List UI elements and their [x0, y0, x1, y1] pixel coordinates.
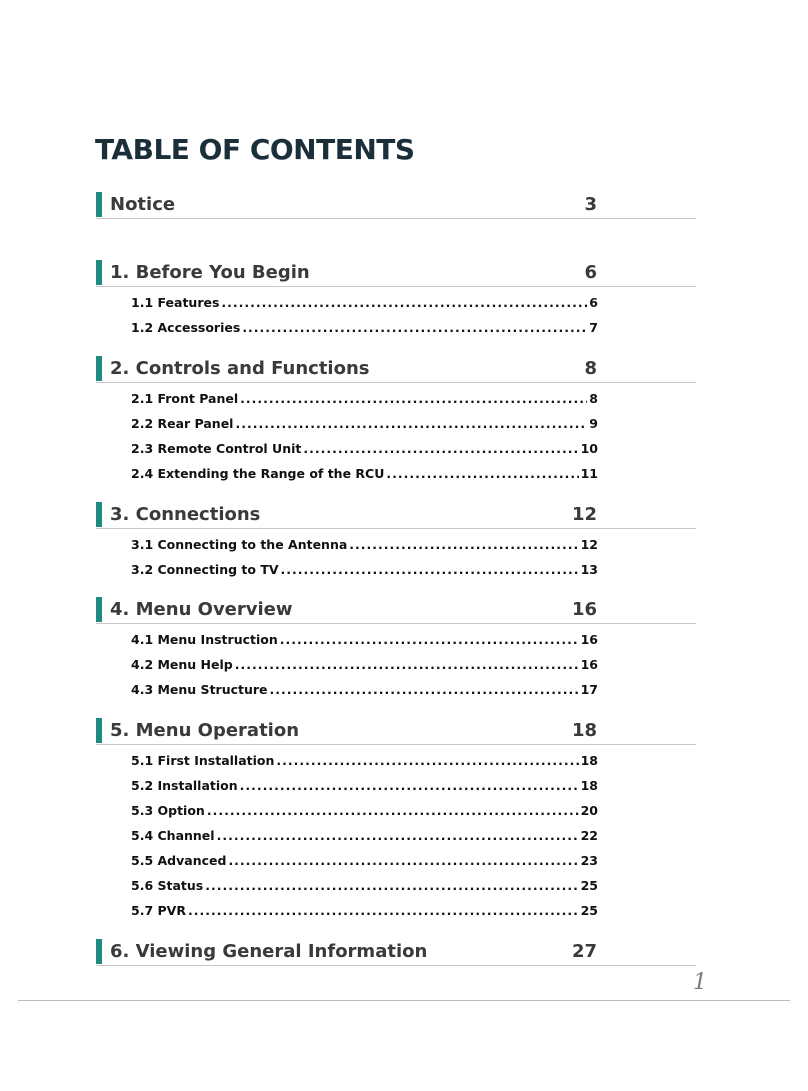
toc-entry[interactable] — [131, 295, 598, 320]
toc-section-menu-overview[interactable] — [96, 597, 696, 707]
dot-leader — [349, 537, 578, 552]
entry-label[interactable]: 2.4 Extending the Range of the RCU — [131, 466, 385, 481]
section-page: 8 — [584, 358, 597, 379]
toc-entry[interactable] — [131, 632, 598, 657]
dot-leader — [276, 753, 578, 768]
dot-leader — [240, 778, 579, 793]
entry-label[interactable]: 5.4 Channel — [131, 828, 215, 843]
toc-entry[interactable] — [131, 778, 598, 803]
entry-page: 6 — [589, 295, 598, 310]
entry-page: 7 — [589, 320, 598, 335]
section-page: 18 — [571, 720, 597, 741]
entry-label[interactable]: 3.2 Connecting to TV — [131, 562, 279, 577]
entry-label[interactable]: 2.3 Remote Control Unit — [131, 441, 302, 456]
toc-section-menu-operation[interactable] — [96, 718, 696, 928]
entry-page: 20 — [580, 803, 598, 818]
entry-page: 16 — [580, 657, 598, 672]
dot-leader — [188, 903, 579, 918]
toc-entry[interactable] — [131, 903, 598, 928]
entry-label[interactable]: 5.7 PVR — [131, 903, 186, 918]
section-title[interactable]: 4. Menu Overview — [110, 599, 293, 620]
entry-label[interactable]: 5.3 Option — [131, 803, 205, 818]
toc-section-controls-and-functions[interactable] — [96, 356, 696, 491]
entry-label[interactable]: 2.2 Rear Panel — [131, 416, 234, 431]
dot-leader — [221, 295, 587, 310]
entry-page: 10 — [580, 441, 598, 456]
section-page: 12 — [571, 504, 597, 525]
toc-entry[interactable] — [131, 657, 598, 682]
toc-entry[interactable] — [131, 853, 598, 878]
section-page: 16 — [571, 599, 597, 620]
section-accent-bar — [96, 356, 102, 381]
entry-page: 18 — [580, 778, 598, 793]
section-accent-bar — [96, 939, 102, 964]
entry-label[interactable]: 4.2 Menu Help — [131, 657, 233, 672]
dot-leader — [240, 391, 587, 406]
section-title[interactable]: 5. Menu Operation — [110, 720, 300, 741]
section-page: 27 — [571, 941, 597, 962]
toc-entry[interactable] — [131, 441, 598, 466]
entry-label[interactable]: 2.1 Front Panel — [131, 391, 239, 406]
section-title[interactable]: Notice — [110, 194, 176, 215]
toc-section-notice[interactable] — [96, 192, 696, 219]
toc-entry[interactable] — [131, 828, 598, 853]
entry-page: 12 — [580, 537, 598, 552]
entry-page: 23 — [580, 853, 598, 868]
entry-label[interactable]: 5.5 Advanced — [131, 853, 227, 868]
toc-entry[interactable] — [131, 416, 598, 441]
section-accent-bar — [96, 718, 102, 743]
dot-leader — [281, 562, 579, 577]
entry-page: 9 — [589, 416, 598, 431]
toc-section-viewing-general-information[interactable] — [96, 939, 696, 966]
entry-label[interactable]: 5.2 Installation — [131, 778, 238, 793]
entry-label[interactable]: 1.2 Accessories — [131, 320, 241, 335]
dot-leader — [207, 803, 579, 818]
section-page: 6 — [584, 262, 597, 283]
toc-entry[interactable] — [131, 878, 598, 903]
section-page: 3 — [584, 194, 597, 215]
toc-entry[interactable] — [131, 391, 598, 416]
footer-divider — [18, 1000, 790, 1001]
toc-entry[interactable] — [131, 803, 598, 828]
page-number: 1 — [693, 970, 707, 995]
entry-page: 18 — [580, 753, 598, 768]
section-accent-bar — [96, 502, 102, 527]
entry-label[interactable]: 5.6 Status — [131, 878, 204, 893]
section-accent-bar — [96, 192, 102, 217]
entry-label[interactable]: 4.1 Menu Instruction — [131, 632, 278, 647]
entry-label[interactable]: 5.1 First Installation — [131, 753, 275, 768]
entry-page: 25 — [580, 903, 598, 918]
toc-entry[interactable] — [131, 320, 598, 345]
dot-leader — [235, 416, 587, 431]
entry-page: 13 — [580, 562, 598, 577]
section-accent-bar — [96, 597, 102, 622]
dot-leader — [280, 632, 579, 647]
toc-entry[interactable] — [131, 682, 598, 707]
toc-entry[interactable] — [131, 466, 598, 491]
section-accent-bar — [96, 260, 102, 285]
dot-leader — [217, 828, 579, 843]
dot-leader — [386, 466, 578, 481]
entry-page: 25 — [580, 878, 598, 893]
dot-leader — [235, 657, 579, 672]
section-title[interactable]: 2. Controls and Functions — [110, 358, 370, 379]
dot-leader — [270, 682, 579, 697]
toc-entry[interactable] — [131, 537, 598, 562]
dot-leader — [242, 320, 587, 335]
dot-leader — [205, 878, 578, 893]
toc-section-before-you-begin[interactable] — [96, 260, 696, 345]
entry-page: 11 — [580, 466, 598, 481]
section-title[interactable]: 3. Connections — [110, 504, 261, 525]
entry-page: 8 — [589, 391, 598, 406]
page-title: TABLE OF CONTENTS — [95, 133, 415, 166]
section-title[interactable]: 6. Viewing General Information — [110, 941, 428, 962]
entry-page: 16 — [580, 632, 598, 647]
section-title[interactable]: 1. Before You Begin — [110, 262, 310, 283]
toc-entry[interactable] — [131, 753, 598, 778]
entry-label[interactable]: 1.1 Features — [131, 295, 220, 310]
entry-page: 17 — [580, 682, 598, 697]
dot-leader — [228, 853, 578, 868]
entry-label[interactable]: 4.3 Menu Structure — [131, 682, 268, 697]
entry-label[interactable]: 3.1 Connecting to the Antenna — [131, 537, 348, 552]
toc-entry[interactable] — [131, 562, 598, 587]
dot-leader — [303, 441, 578, 456]
entry-page: 22 — [580, 828, 598, 843]
toc-section-connections[interactable] — [96, 502, 696, 587]
